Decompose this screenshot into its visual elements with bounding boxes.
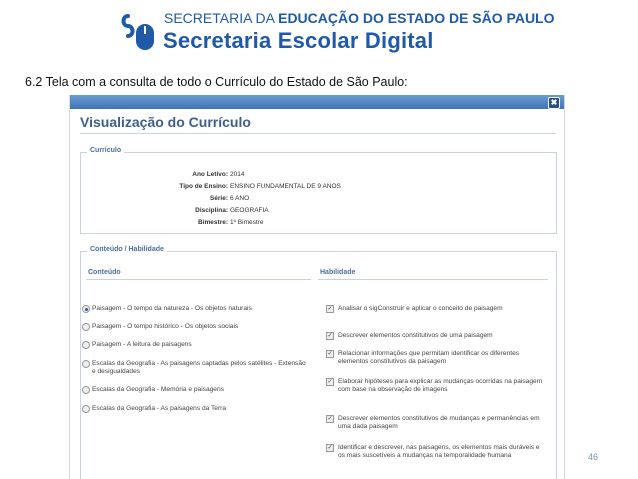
brand-top-bold: EDUCAÇÃO DO ESTADO DE SÃO PAULO (278, 10, 555, 26)
checkbox-icon[interactable]: ✓ (327, 351, 333, 357)
habilidade-label: Relacionar informações que permitam identificar os diferentes elementos constitutivos da paisagem (338, 350, 520, 365)
conteudo-item[interactable] (92, 405, 310, 413)
section-caption: 6.2 Tela com a consulta de todo o Currículo do Estado de São Paulo: (25, 75, 408, 89)
col-conteudo-divider (86, 279, 311, 280)
checkbox-icon[interactable]: ✓ (327, 416, 333, 422)
checkbox-icon[interactable]: ✓ (327, 306, 333, 312)
radio-icon[interactable] (82, 323, 90, 331)
habilidade-label: Descrever elementos constitutivos de mudanças e permanências em uma dada paisagem (338, 415, 540, 430)
conteudo-item[interactable] (92, 360, 310, 376)
field-label: Tipo de Ensino: (179, 183, 228, 190)
checkbox-icon[interactable]: ✓ (327, 333, 333, 339)
col-habilidade-header: Habilidade (320, 269, 356, 276)
conteudo-label: Escalas da Geografia - As paisagens captadas pelos satélites - Extensão e desigualdades (92, 360, 306, 375)
habilidade-item[interactable] (327, 378, 544, 394)
conteudo-item[interactable] (92, 305, 310, 313)
col-conteudo-header: Conteúdo (88, 269, 121, 276)
brand-top-light: SECRETARIA DA (164, 10, 279, 26)
curriculum-window (69, 95, 565, 479)
field-value: ENSINO FUNDAMENTAL DE 9 ANOS (230, 183, 341, 190)
curriculo-fieldset (80, 147, 557, 234)
conteudo-label: Paisagem - A leitura de paisagens (92, 341, 192, 348)
page-header (0, 0, 638, 62)
field-value: 6 ANO (230, 195, 250, 202)
radio-icon[interactable] (82, 405, 90, 413)
conteudo-label: Escalas da Geografia - As paisagens da Terra (92, 405, 227, 412)
habilidade-label: Identificar e descrever, nas paisagens, os elementos mais duráveis e os mais suscetíveis a mudanças na temporalidade humana (338, 444, 540, 459)
habilidade-item[interactable] (327, 332, 544, 340)
title-divider (80, 133, 556, 134)
conteudo-item[interactable] (92, 341, 310, 349)
radio-icon[interactable] (82, 386, 90, 394)
field-label: Ano Letivo: (192, 171, 228, 178)
habilidade-item[interactable] (327, 305, 544, 313)
field-label: Série: (209, 195, 228, 202)
brand-secretaria-line (164, 10, 555, 26)
habilidade-item[interactable] (327, 415, 544, 431)
conteudo-item[interactable] (92, 323, 310, 331)
checkbox-icon[interactable]: ✓ (327, 445, 333, 451)
field-value: GEOGRAFIA (230, 207, 269, 214)
conteudo-item[interactable] (92, 386, 310, 394)
conteudo-label: Paisagem - O tempo histórico - Os objetos sociais (92, 323, 239, 330)
habilidade-label: Elaborar hipóteses para explicar as mudanças ocorridas na paisagem com base na observação de imagens (338, 378, 543, 393)
mouse-logo-icon (120, 10, 160, 54)
field-value: 2014 (230, 171, 245, 178)
radio-icon[interactable] (82, 305, 90, 313)
col-habilidade-divider (318, 279, 548, 280)
field-label: Bimestre: (198, 219, 228, 226)
field-label: Disciplina: (195, 207, 228, 214)
habilidade-label: Analisar o sigConstruir e aplicar o conceito de paisagem (338, 305, 503, 312)
brand-title: Secretaria Escolar Digital (163, 28, 434, 53)
checkbox-icon[interactable]: ✓ (327, 379, 333, 385)
window-titlebar (70, 95, 564, 109)
close-icon[interactable]: ✖ (548, 97, 560, 109)
curriculo-legend: Currículo (87, 147, 124, 154)
conteudo-label: Paisagem - O tempo da natureza - Os objetos naturais (92, 305, 252, 312)
habilidade-label: Descrever elementos constitutivos de uma paisagem (338, 332, 493, 339)
habilidade-item[interactable] (327, 444, 544, 460)
habilidade-item[interactable] (327, 350, 544, 366)
conteudo-habilidade-legend: Conteúdo / Habilidade (87, 246, 167, 253)
radio-icon[interactable] (82, 341, 90, 349)
page-number: 46 (588, 452, 599, 462)
window-title: Visualização do Currículo (80, 114, 251, 130)
field-value: 1º Bimestre (230, 219, 264, 226)
radio-icon[interactable] (82, 360, 90, 368)
conteudo-label: Escalas da Geografia - Memória e paisagens (92, 386, 224, 393)
